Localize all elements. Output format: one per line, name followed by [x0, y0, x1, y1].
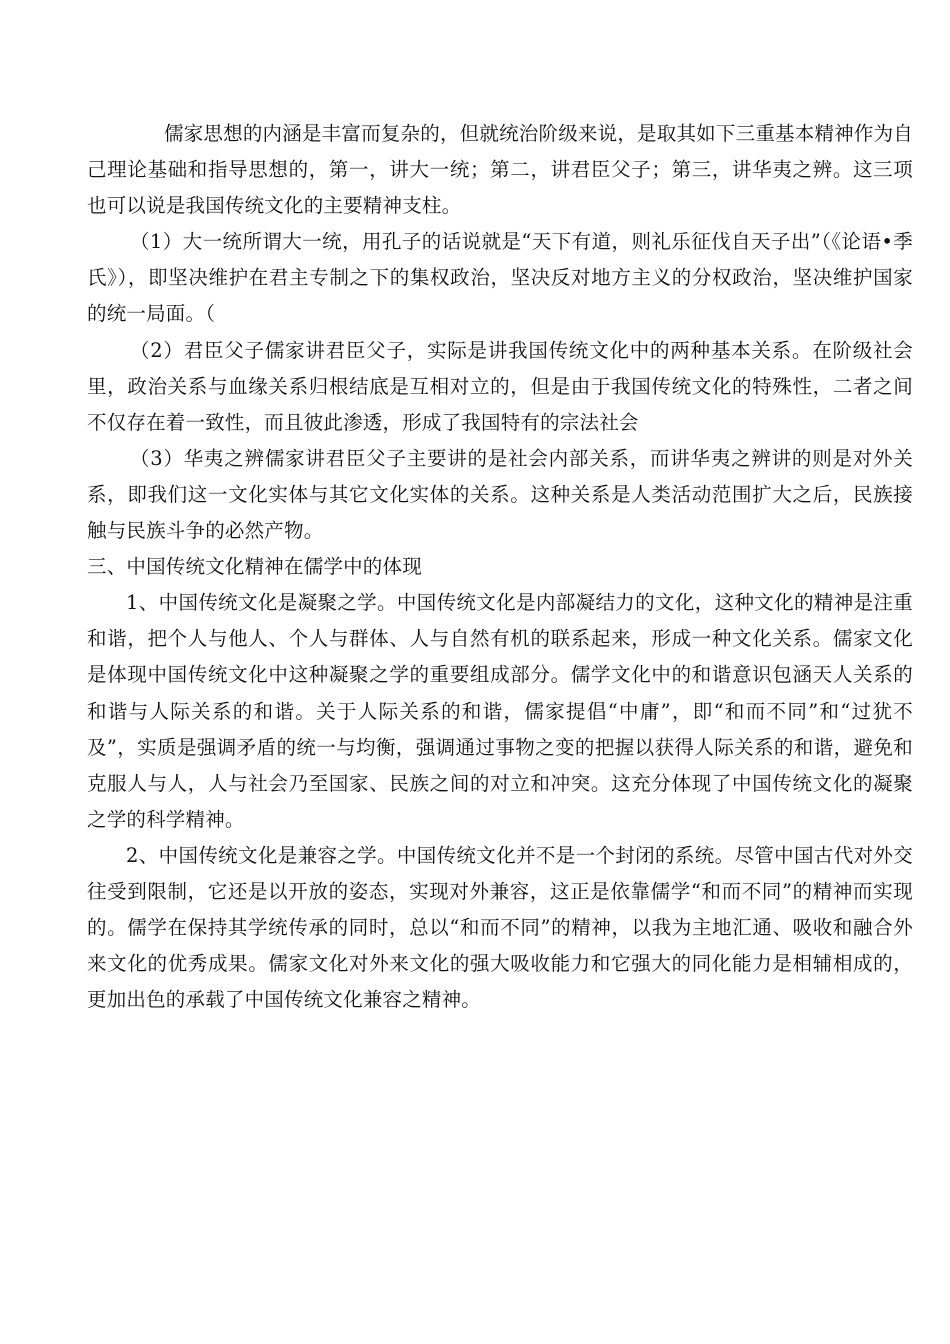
- paragraph-cohesion: 1、中国传统文化是凝聚之学。中国传统文化是内部凝结力的文化，这种文化的精神是注重和谐，把个人与他人、个人与群体、人与自然有机的联系起来，形成一种文化关系。儒家文化是体现中国传统文化中这种凝聚之学的重要组成部分。儒学文化中的和谐意识包涵天人关系的和谐与人际关系的和谐。关于人际关系的和谐，儒家提倡“中庸”，即“和而不同”和“过犹不及”，实质是强调矛盾的统一与均衡，强调通过事物之变的把握以获得人际关系的和谐，避免和克服人与人，人与社会乃至国家、民族之间的对立和冲突。这充分体现了中国传统文化的凝聚之学的科学精神。: [87, 591, 913, 831]
- paragraph-hua-yi: （3）华夷之辨儒家讲君臣父子主要讲的是社会内部关系，而讲华夷之辨讲的则是对外关系，即我们这一文化实体与其它文化实体的关系。这种关系是人类活动范围扩大之后，民族接触与民族斗争的必然产物。: [87, 446, 913, 543]
- paragraph-inclusiveness: 2、中国传统文化是兼容之学。中国传统文化并不是一个封闭的系统。尽管中国古代对外交往受到限制，它还是以开放的姿态，实现对外兼容，这正是依靠儒学“和而不同”的精神而实现的。儒学在保持其学统传承的同时，总以“和而不同”的精神，以我为主地汇通、吸收和融合外来文化的优秀成果。儒家文化对外来文化的强大吸收能力和它强大的同化能力是相辅相成的，更加出色的承载了中国传统文化兼容之精神。: [87, 843, 913, 1012]
- paragraph-intro: 儒家思想的内涵是丰富而复杂的，但就统治阶级来说，是取其如下三重基本精神作为自己理论基础和指导思想的，第一，讲大一统；第二，讲君臣父子；第三，讲华夷之辨。这三项也可以说是我国传统文化的主要精神支柱。: [87, 122, 913, 218]
- paragraph-unity: （1）大一统所谓大一统，用孔子的话说就是“天下有道，则礼乐征伐自天子出”（《论语•季氏》），即坚决维护在君主专制之下的集权政治，坚决反对地方主义的分权政治，坚决维护国家的统一局面。（: [87, 230, 913, 326]
- section-heading: 三、中国传统文化精神在儒学中的体现: [87, 555, 422, 579]
- document-body: [87, 116, 913, 1018]
- paragraph-ruler-subject: （2）君臣父子儒家讲君臣父子，实际是讲我国传统文化中的两种基本关系。在阶级社会里，政治关系与血缘关系归根结底是互相对立的，但是由于我国传统文化的特殊性，二者之间不仅存在着一致性，而且彼此渗透，形成了我国特有的宗法社会: [87, 338, 913, 434]
